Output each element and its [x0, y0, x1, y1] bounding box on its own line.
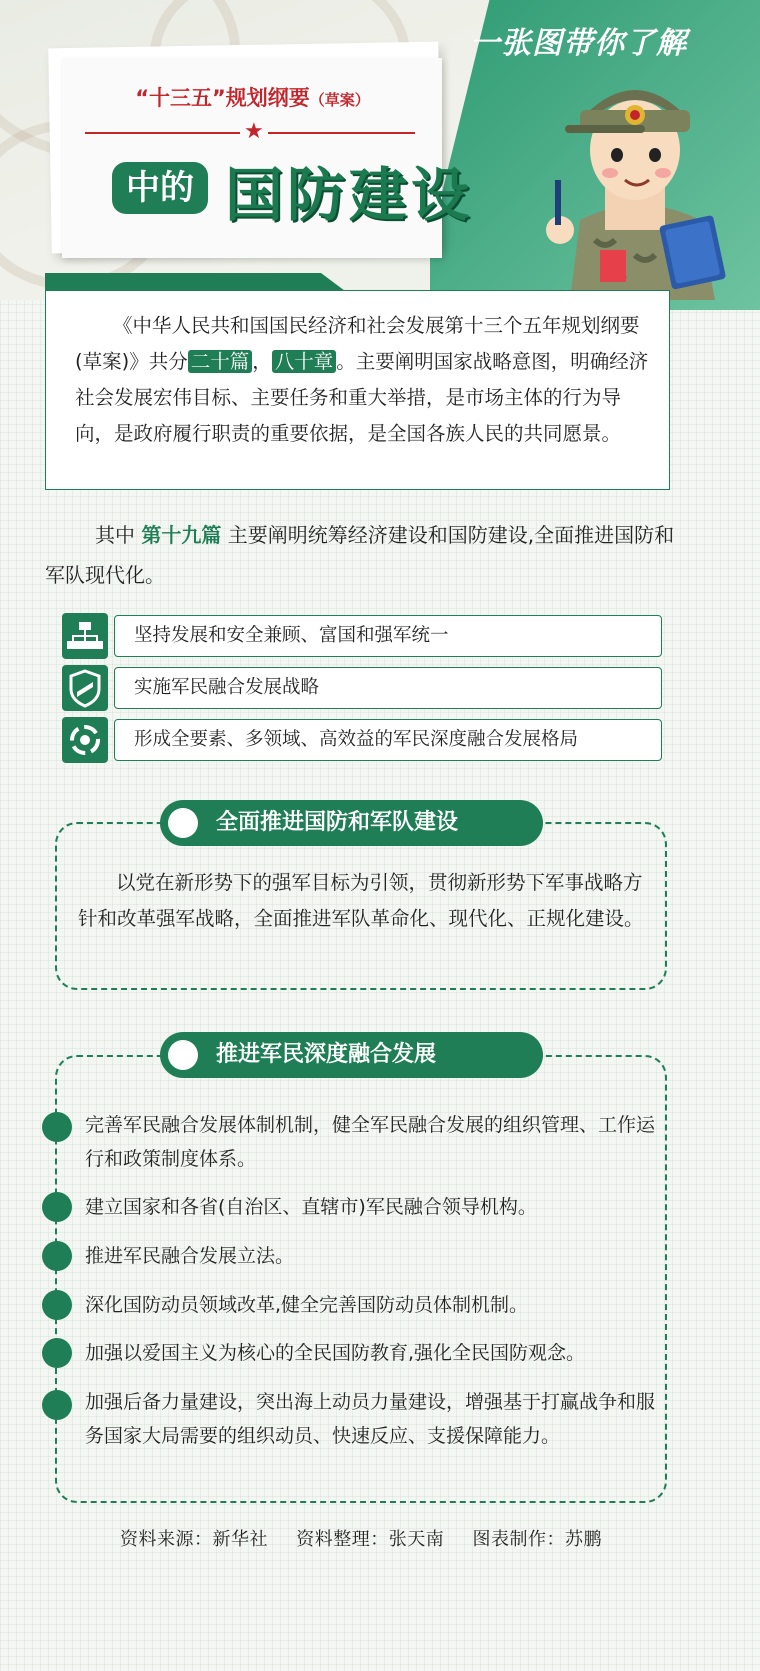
title-prefix-badge: 中的	[112, 162, 208, 214]
list-item: 完善军民融合发展体制机制，健全军民融合发展的组织管理、工作运行和政策制度体系。	[85, 1114, 656, 1170]
page-title: 国防建设	[225, 161, 474, 229]
list-item: 推进军民融合发展立法。	[85, 1245, 295, 1267]
cycle-icon	[62, 717, 108, 763]
plan-subtitle	[75, 82, 430, 112]
section-body-text: 以党在新形势下的强军目标为引领，贯彻新形势下军事战略方针和改革强军战略，全面推进军队革命化、现代化、正规化建设。	[78, 871, 644, 930]
plan-subtitle-paren: （草案）	[309, 91, 370, 109]
credit-designed: 图表制作：苏鹏	[472, 1529, 602, 1550]
credit-source: 资料来源：新华社	[120, 1529, 268, 1550]
intro-separator: ，	[252, 350, 272, 373]
list-item	[62, 665, 662, 711]
soldier-illustration	[525, 70, 755, 300]
section-title-pill	[160, 1032, 543, 1078]
intro-highlight-chapters: 二十篇	[188, 350, 253, 373]
para-before: 其中	[95, 523, 135, 547]
point-text: 形成全要素、多领域、高效益的军民深度融合发展格局	[134, 729, 579, 750]
intro-box-tab	[45, 273, 345, 291]
shield-icon	[62, 665, 108, 711]
list-item: 深化国防动员领域改革,健全完善国防动员体制机制。	[85, 1294, 529, 1316]
org-chart-icon	[62, 613, 108, 659]
intro-highlight-sections: 八十章	[272, 350, 337, 373]
list-item: 加强以爱国主义为核心的全民国防教育,强化全民国防观念。	[85, 1342, 586, 1364]
section-title: 全面推进国防和军队建设	[216, 810, 459, 835]
section-title: 推进军民深度融合发展	[216, 1042, 437, 1067]
bullet-dot-icon	[42, 1112, 72, 1142]
list-item: 加强后备力量建设，突出海上动员力量建设，增强基于打赢战争和服务国家大局需要的组织动员、快速反应、支援保障能力。	[85, 1391, 656, 1447]
list-item: 建立国家和各省(自治区、直辖市)军民融合领导机构。	[85, 1196, 537, 1218]
bullet-dot-icon	[42, 1390, 72, 1420]
point-text: 坚持发展和安全兼顾、富国和强军统一	[134, 625, 449, 646]
list-item	[62, 717, 662, 763]
star-icon: ★	[240, 120, 268, 144]
bullet-dot-icon	[42, 1192, 72, 1222]
bullet-dot-icon	[42, 1338, 72, 1368]
plan-subtitle-main: “十三五”规划纲要	[135, 86, 310, 110]
credit-compiled: 资料整理：张天南	[296, 1529, 445, 1550]
circle-icon	[168, 808, 198, 838]
intro-text	[75, 308, 650, 452]
list-item	[62, 613, 662, 659]
bullet-dot-icon	[42, 1241, 72, 1271]
chapter-nineteen-paragraph	[45, 515, 675, 595]
intro-text-after: 。主要阐明国家战略意图，明确经济社会发展宏伟目标、主要任务和重大举措，是市场主体的行为导向，是政府履行职责的重要依据，是全国各族人民的共同愿景。	[75, 350, 649, 445]
bullet-dot-icon	[42, 1290, 72, 1320]
para-highlight: 第十九篇	[141, 523, 222, 547]
para-after: 主要阐明统筹经济建设和国防建设,全面推进国防和军队现代化。	[45, 523, 675, 587]
section-title-pill	[160, 800, 543, 846]
credits-footer	[120, 1525, 720, 1551]
header-tagline: 一张图带你了解	[470, 26, 687, 61]
point-text: 实施军民融合发展战略	[134, 677, 320, 698]
intro-text-before: 《中华人民共和国国民经济和社会发展第十三个五年规划纲要(草案)》共分	[75, 314, 640, 373]
circle-icon	[168, 1040, 198, 1070]
